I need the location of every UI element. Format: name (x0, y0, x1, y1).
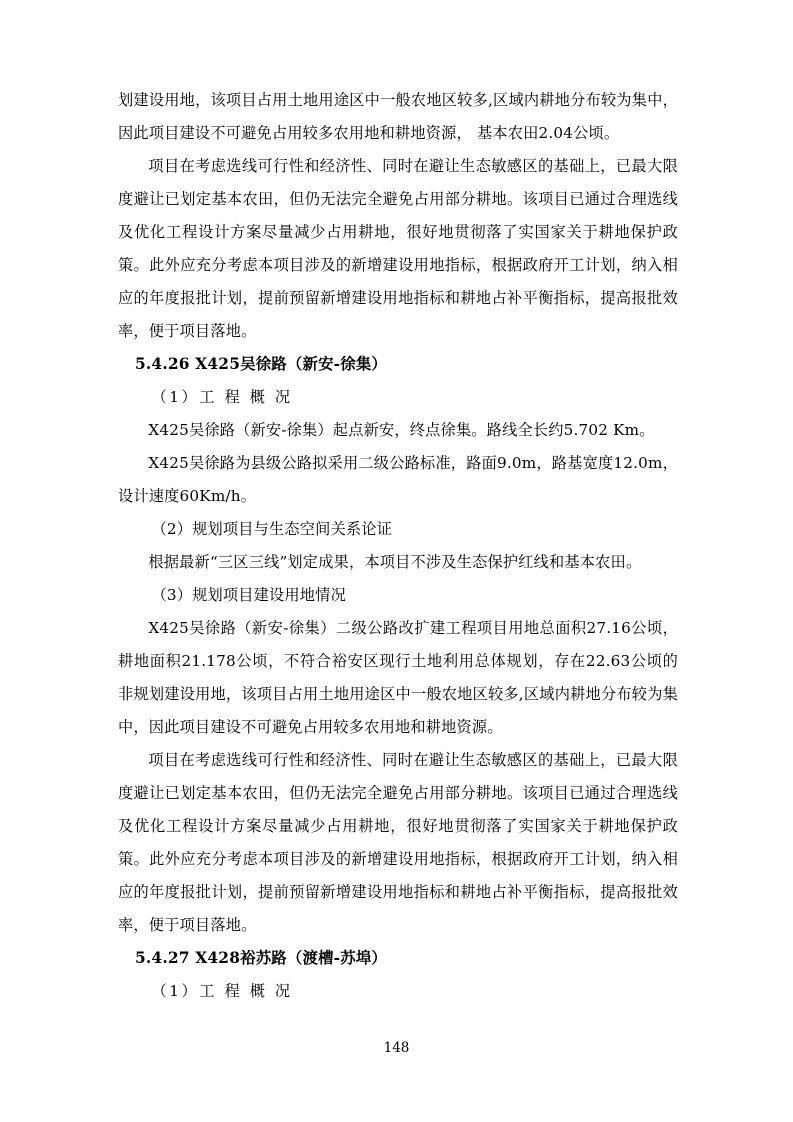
paragraph: 项目在考虑选线可行性和经济性、同时在避让生态敏感区的基础上，已最大限度避让已划定基本农田，但仍无法完全避免占用部分耕地。该项目已通过合理选线及优化工程设计方案尽量减少占用耕地，很好地贯彻落了实国家关于耕地保护政策。此外应充分考虑本项目涉及的新增建设用地指标，根据政府开工计划，纳入相应的年度报批计划，提前预留新增建设用地指标和耕地占补平衡指标，提高报批效率，便于项目落地。 (118, 157, 678, 340)
paragraph: X425吴徐路（新安-徐集）二级公路改扩建工程项目用地总面积27.16公顷，耕地面积21.178公顷，不符合裕安区现行土地利用总体规划，存在22.63公顷的非规划建设用地，该项目占用土地用途区中一般农地区较多,区域内耕地分布较为集中，因此项目建设不可避免占用较多农用地和耕地资源。 (118, 619, 678, 736)
subsection-label: （1）工 程 概 况 (151, 388, 293, 406)
subsection-label: （3）规划项目建设用地情况 (151, 586, 346, 604)
page-body (118, 84, 678, 1008)
page-number: 148 (383, 1040, 410, 1056)
paragraph: 根据最新“三区三线”划定成果，本项目不涉及生态保护红线和基本农田。 (148, 553, 642, 571)
paragraph: X425吴徐路（新安-徐集）起点新安，终点徐集。路线全长约5.702 Km。 (148, 421, 655, 439)
paragraph: 项目在考虑选线可行性和经济性、同时在避让生态敏感区的基础上，已最大限度避让已划定基本农田，但仍无法完全避免占用部分耕地。该项目已通过合理选线及优化工程设计方案尽量减少占用耕地，很好地贯彻落了实国家关于耕地保护政策。此外应充分考虑本项目涉及的新增建设用地指标，根据政府开工计划，纳入相应的年度报批计划，提前预留新增建设用地指标和耕地占补平衡指标，提高报批效率，便于项目落地。 (118, 751, 678, 934)
subsection-label: （2）规划项目与生态空间关系论证 (151, 520, 393, 538)
paragraph: 划建设用地，该项目占用土地用途区中一般农地区较多,区域内耕地分布较为集中，因此项目建设不可避免占用较多农用地和耕地资源， 基本农田2.04公顷。 (118, 91, 678, 142)
subsection-label: （1）工 程 概 况 (151, 982, 293, 1000)
section-heading: 5.4.26 X425吴徐路（新安-徐集） (134, 355, 388, 373)
section-heading: 5.4.27 X428裕苏路（渡槽-苏埠） (134, 949, 388, 967)
paragraph: X425吴徐路为县级公路拟采用二级公路标准，路面9.0m，路基宽度12.0m，设计速度60Km/h。 (118, 454, 678, 505)
